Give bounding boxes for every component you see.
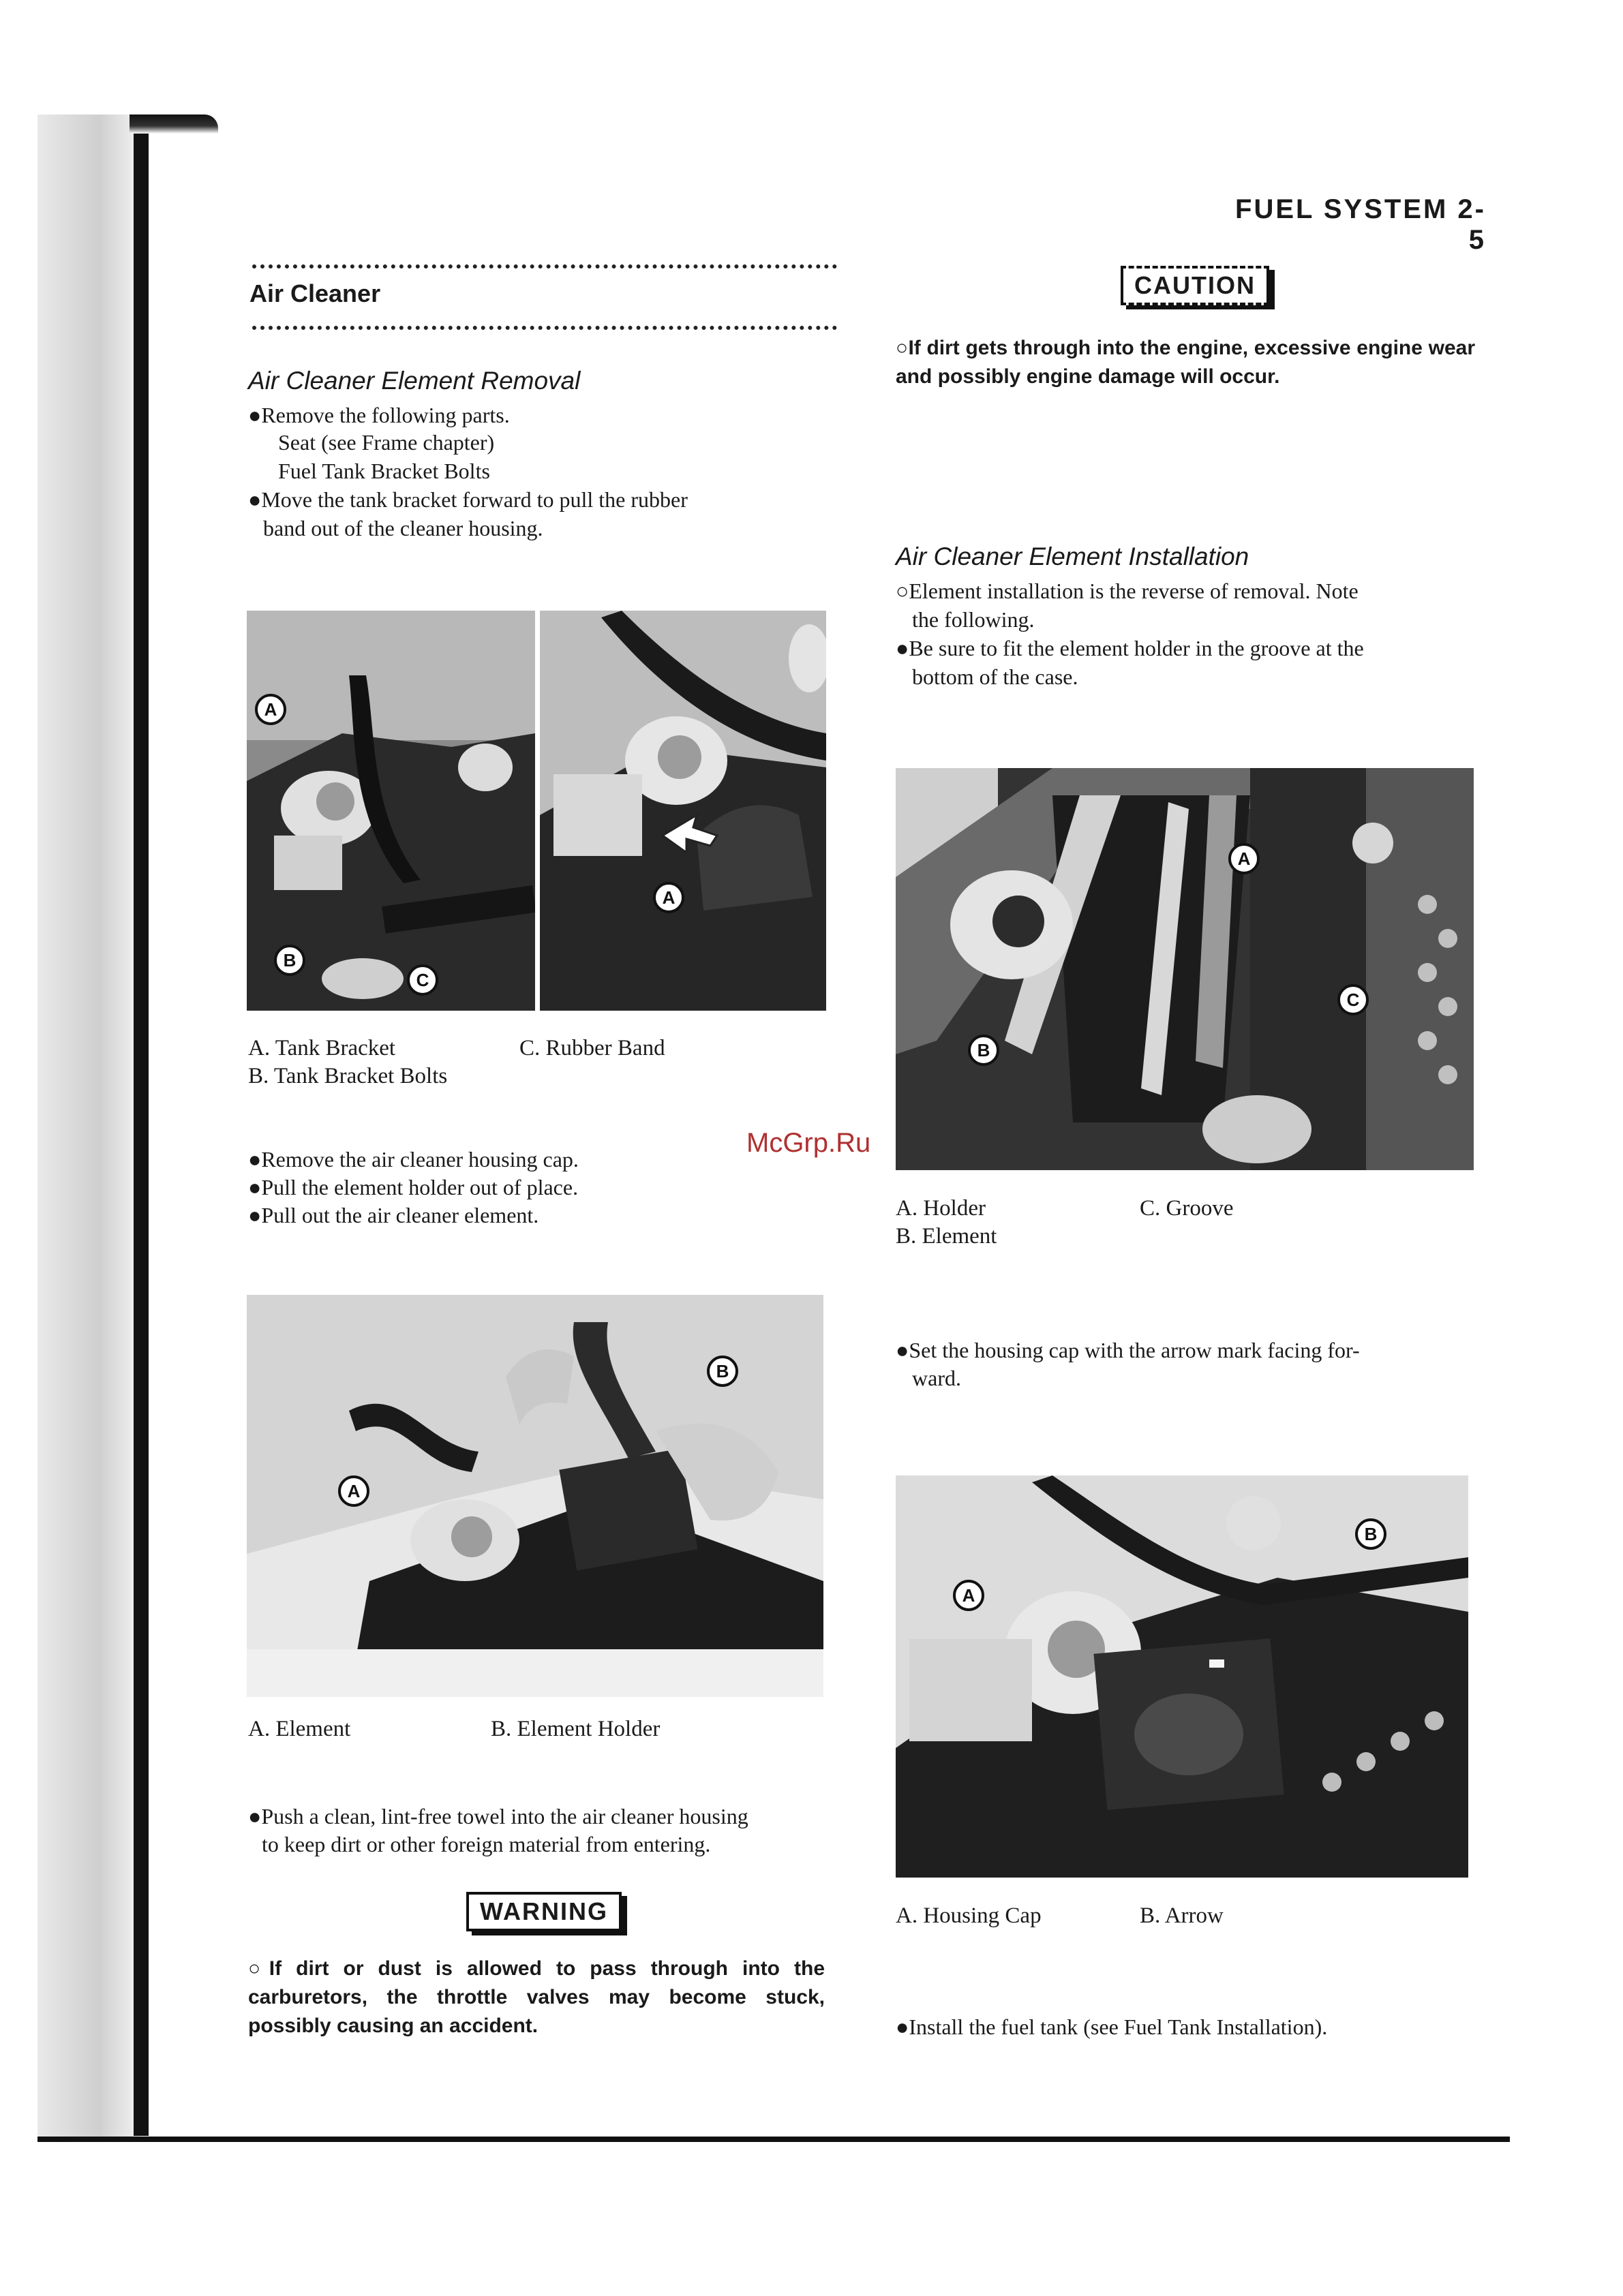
- page-binding-edge: [134, 117, 149, 2136]
- fig3-callout-b: B: [968, 1035, 999, 1066]
- install-title: Air Cleaner Element Installation: [896, 542, 1249, 570]
- removal-step-1: ●Remove the following parts.: [248, 403, 510, 427]
- fig3-callout-a: A: [1228, 843, 1260, 874]
- step-push-towel-cont: to keep dirt or other foreign material from entering.: [262, 1832, 711, 1856]
- step-remove-cap: ●Remove the air cleaner housing cap.: [248, 1147, 579, 1172]
- fig1-callout-b: B: [274, 945, 305, 976]
- step-set-cap: ●Set the housing cap with the arrow mark facing for-: [896, 1338, 1360, 1362]
- install-step-2-cont: bottom of the case.: [912, 664, 1078, 689]
- warning-text: ○If dirt or dust is allowed to pass through into the carburetors, the throttle valves may become stuck, possibly causing an accident.: [248, 1957, 825, 2037]
- removal-step-2-cont: band out of the cleaner housing.: [263, 516, 543, 540]
- fig1-callout-a-right: A: [653, 882, 684, 913]
- page-binding-top: [130, 114, 218, 134]
- section-rule-bottom: [252, 326, 837, 330]
- step-pull-element: ●Pull out the air cleaner element.: [248, 1203, 539, 1227]
- fig4-caption-a: A. Housing Cap: [896, 1903, 1042, 1928]
- fig3-caption-a: A. Holder: [896, 1196, 986, 1221]
- fig4-caption-b: B. Arrow: [1140, 1903, 1224, 1928]
- fig3-callout-c: C: [1337, 984, 1369, 1015]
- fig2-caption-a: A. Element: [248, 1717, 351, 1741]
- page-header: FUEL SYSTEM 2-5: [1235, 194, 1486, 255]
- removal-step-2: ●Move the tank bracket forward to pull the rubber: [248, 487, 688, 512]
- install-step-1-cont: the following.: [912, 607, 1035, 632]
- fig3-caption-c: C. Groove: [1140, 1196, 1234, 1221]
- removal-part-2: Fuel Tank Bracket Bolts: [278, 459, 490, 483]
- figure-3-photo: [896, 768, 1474, 1170]
- install-step-1: ○Element installation is the reverse of removal. Note: [896, 579, 1359, 603]
- caution-text: ○If dirt gets through into the engine, excessive engine wear and possibly engine damage will occur.: [896, 337, 1475, 388]
- page-bottom-edge: [37, 2137, 1510, 2142]
- fig1-caption-a: A. Tank Bracket: [248, 1036, 396, 1060]
- step-push-towel: ●Push a clean, lint-free towel into the air cleaner housing: [248, 1804, 748, 1828]
- fig2-callout-b: B: [707, 1356, 738, 1387]
- fig2-caption-b: B. Element Holder: [491, 1717, 661, 1741]
- section-title: Air Cleaner: [249, 279, 381, 307]
- fig1-caption-b: B. Tank Bracket Bolts: [248, 1064, 448, 1088]
- fig1-callout-a: A: [255, 694, 286, 725]
- fig1-caption-c: C. Rubber Band: [519, 1036, 665, 1060]
- figure-2-photo: [247, 1295, 823, 1697]
- install-step-2: ●Be sure to fit the element holder in the groove at the: [896, 636, 1364, 660]
- step-pull-holder: ●Pull the element holder out of place.: [248, 1175, 579, 1199]
- watermark: McGrp.Ru: [746, 1128, 871, 1158]
- section-rule-top: [252, 264, 837, 269]
- fig4-callout-a: A: [953, 1580, 984, 1611]
- fig2-callout-a: A: [338, 1475, 369, 1507]
- fig3-caption-b: B. Element: [896, 1224, 997, 1249]
- step-set-cap-cont: ward.: [912, 1366, 961, 1390]
- fig4-callout-b: B: [1355, 1518, 1386, 1550]
- removal-title: Air Cleaner Element Removal: [248, 367, 581, 395]
- fig1-callout-c: C: [407, 964, 438, 996]
- caution-badge: CAUTION: [1121, 266, 1269, 305]
- removal-part-1: Seat (see Frame chapter): [278, 430, 495, 455]
- warning-badge: WARNING: [466, 1892, 622, 1931]
- page-binding-shadow: [37, 114, 140, 2140]
- step-install-tank: ●Install the fuel tank (see Fuel Tank Installation).: [896, 2015, 1328, 2039]
- figure-1-right-photo: [540, 611, 826, 1011]
